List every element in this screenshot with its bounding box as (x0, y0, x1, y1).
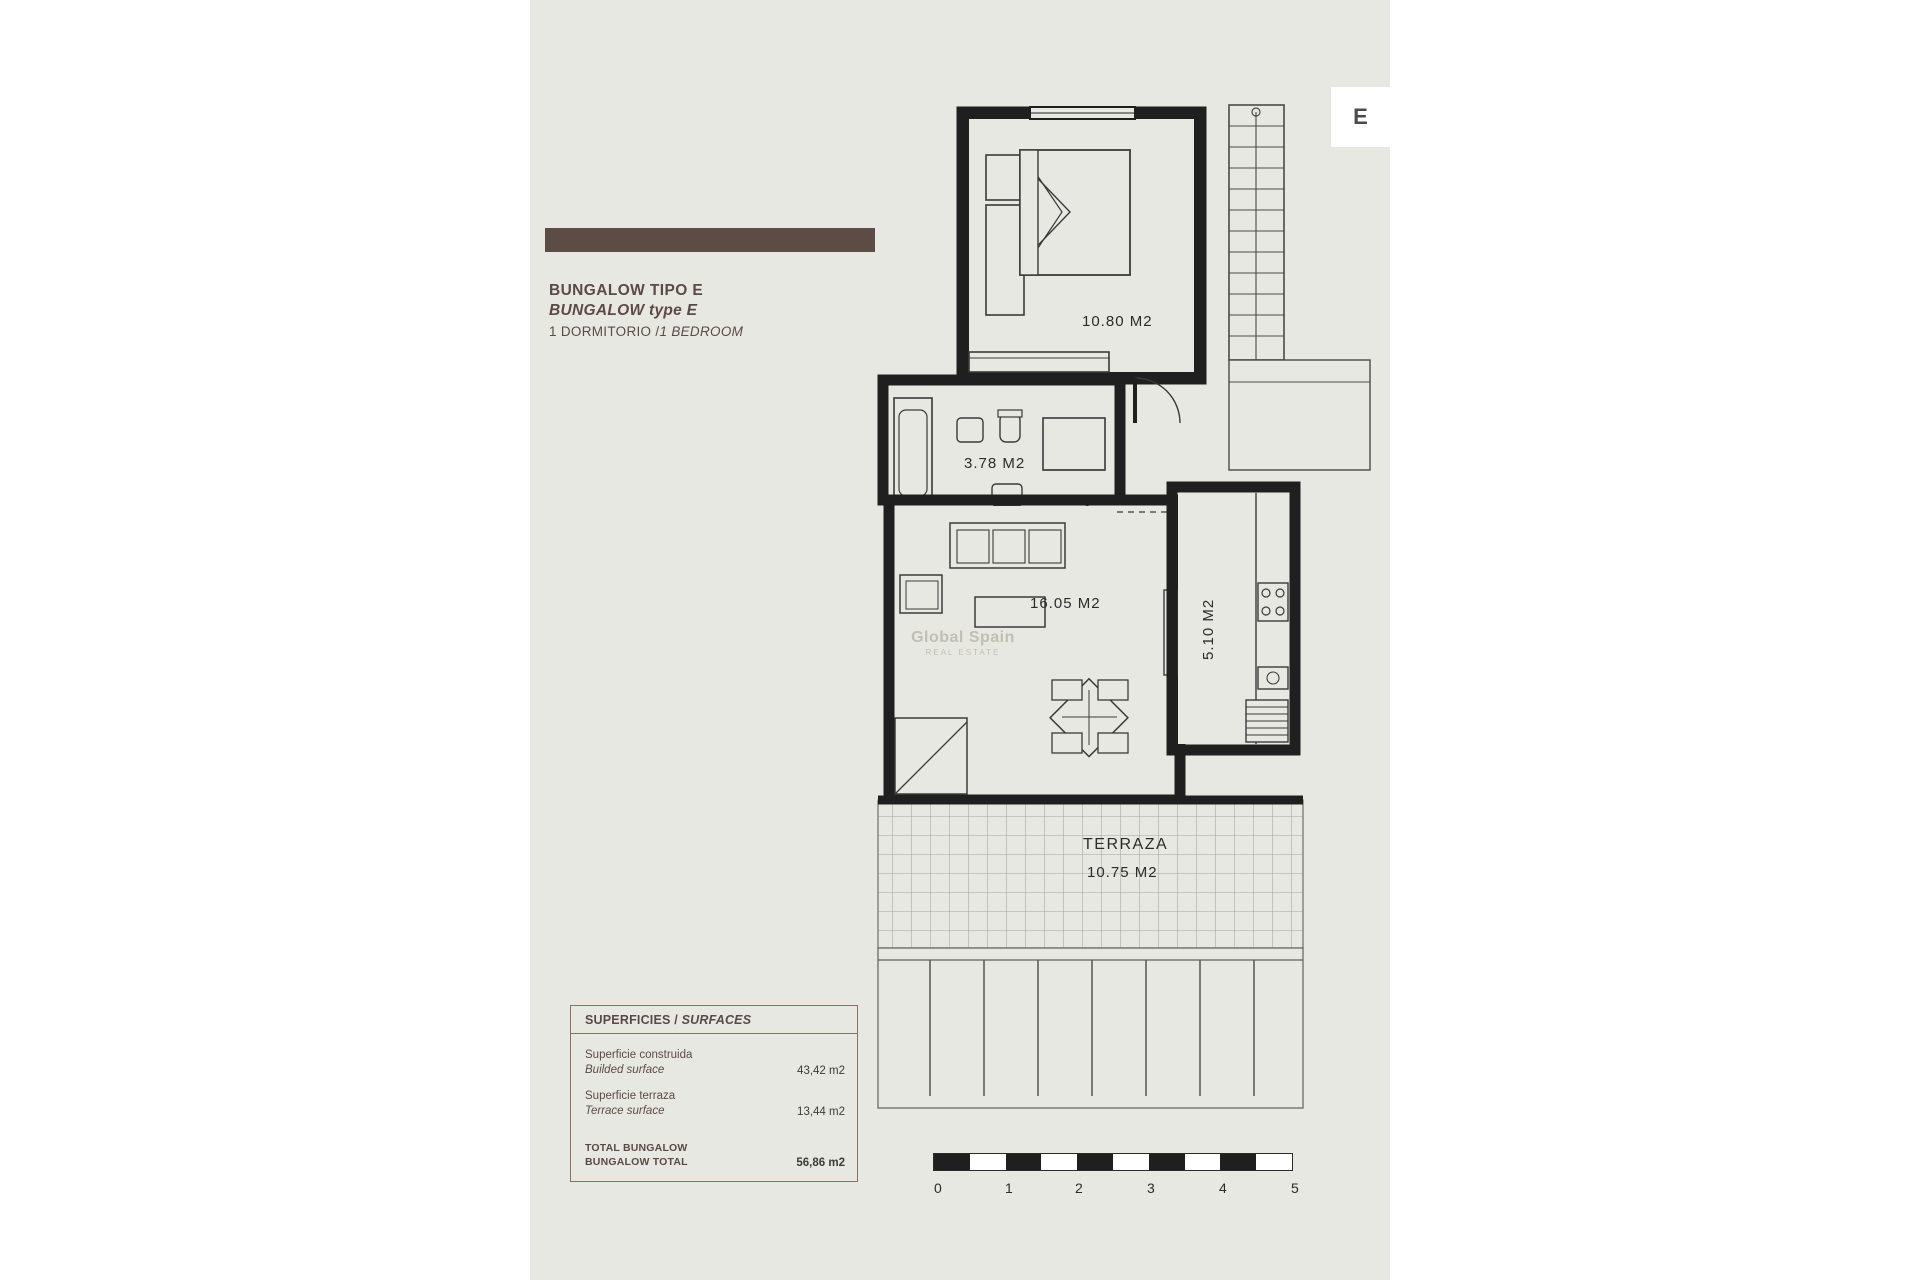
kitchen-area-label: 5.10 M2 (1200, 598, 1217, 660)
bedrooms-en: 1 BEDROOM (659, 324, 744, 339)
plan-subtitle (549, 324, 909, 339)
watermark (893, 630, 1033, 660)
total-label-es: TOTAL BUNGALOW (585, 1142, 688, 1154)
type-badge (1331, 87, 1390, 147)
table-row-total (585, 1141, 845, 1169)
watermark-line2: REAL ESTATE (925, 648, 1001, 657)
surfaces-header-es: SUPERFICIES / (585, 1013, 682, 1027)
surfaces-table (570, 1005, 858, 1182)
scale-tick-1: 1 (1005, 1180, 1013, 1196)
scale-tick-3: 3 (1147, 1180, 1155, 1196)
scale-segment (1006, 1154, 1042, 1170)
bathroom-area-label: 3.78 M2 (964, 455, 1026, 472)
scale-segment (1041, 1154, 1077, 1170)
plan-title-es: BUNGALOW TIPO E (549, 282, 704, 299)
terrace-surface-value: 13,44 m2 (797, 1106, 845, 1118)
bedrooms-es: 1 DORMITORIO / (549, 324, 660, 339)
scale-tick-0: 0 (934, 1180, 942, 1196)
scale-tick-2: 2 (1075, 1180, 1083, 1196)
built-surface-label-en: Builded surface (585, 1064, 665, 1076)
scale-bar (933, 1153, 1293, 1171)
surfaces-header-en: SURFACES (681, 1013, 752, 1027)
scale-segment (970, 1154, 1006, 1170)
scale-segment (1256, 1154, 1292, 1170)
scale-tick-labels (916, 1180, 1316, 1200)
terrace-surface-label (585, 1089, 675, 1119)
scale-tick-5: 5 (1291, 1180, 1299, 1196)
type-badge-label: E (1353, 104, 1368, 129)
watermark-line1: Global Spain (911, 629, 1015, 646)
built-surface-label (585, 1048, 692, 1078)
table-row (585, 1048, 845, 1078)
total-label (585, 1141, 688, 1169)
living-room-area-label: 16.05 M2 (1030, 595, 1101, 612)
total-label-en: BUNGALOW TOTAL (585, 1156, 688, 1168)
scale-segment (1185, 1154, 1221, 1170)
scale-segment (934, 1154, 970, 1170)
plan-title-en: BUNGALOW type E (549, 302, 698, 319)
terrace-surface-label-en: Terrace surface (585, 1105, 665, 1117)
title-block (549, 282, 909, 339)
table-row (585, 1089, 845, 1119)
surfaces-table-body (571, 1034, 857, 1181)
scale-segment (1149, 1154, 1185, 1170)
scale-segment (1113, 1154, 1149, 1170)
scale-segment (1220, 1154, 1256, 1170)
bedroom-area-label: 10.80 M2 (1082, 313, 1153, 330)
built-surface-label-es: Superficie construida (585, 1049, 693, 1061)
terrace-area-label: 10.75 M2 (1087, 864, 1158, 881)
scale-segment (1077, 1154, 1113, 1170)
built-surface-value: 43,42 m2 (797, 1065, 845, 1077)
total-value: 56,86 m2 (796, 1157, 845, 1169)
scale-tick-4: 4 (1219, 1180, 1227, 1196)
terrace-name-label: TERRAZA (1083, 836, 1169, 853)
terrace-surface-label-es: Superficie terraza (585, 1090, 676, 1102)
surfaces-table-header (571, 1006, 857, 1034)
title-accent-bar (545, 228, 875, 252)
